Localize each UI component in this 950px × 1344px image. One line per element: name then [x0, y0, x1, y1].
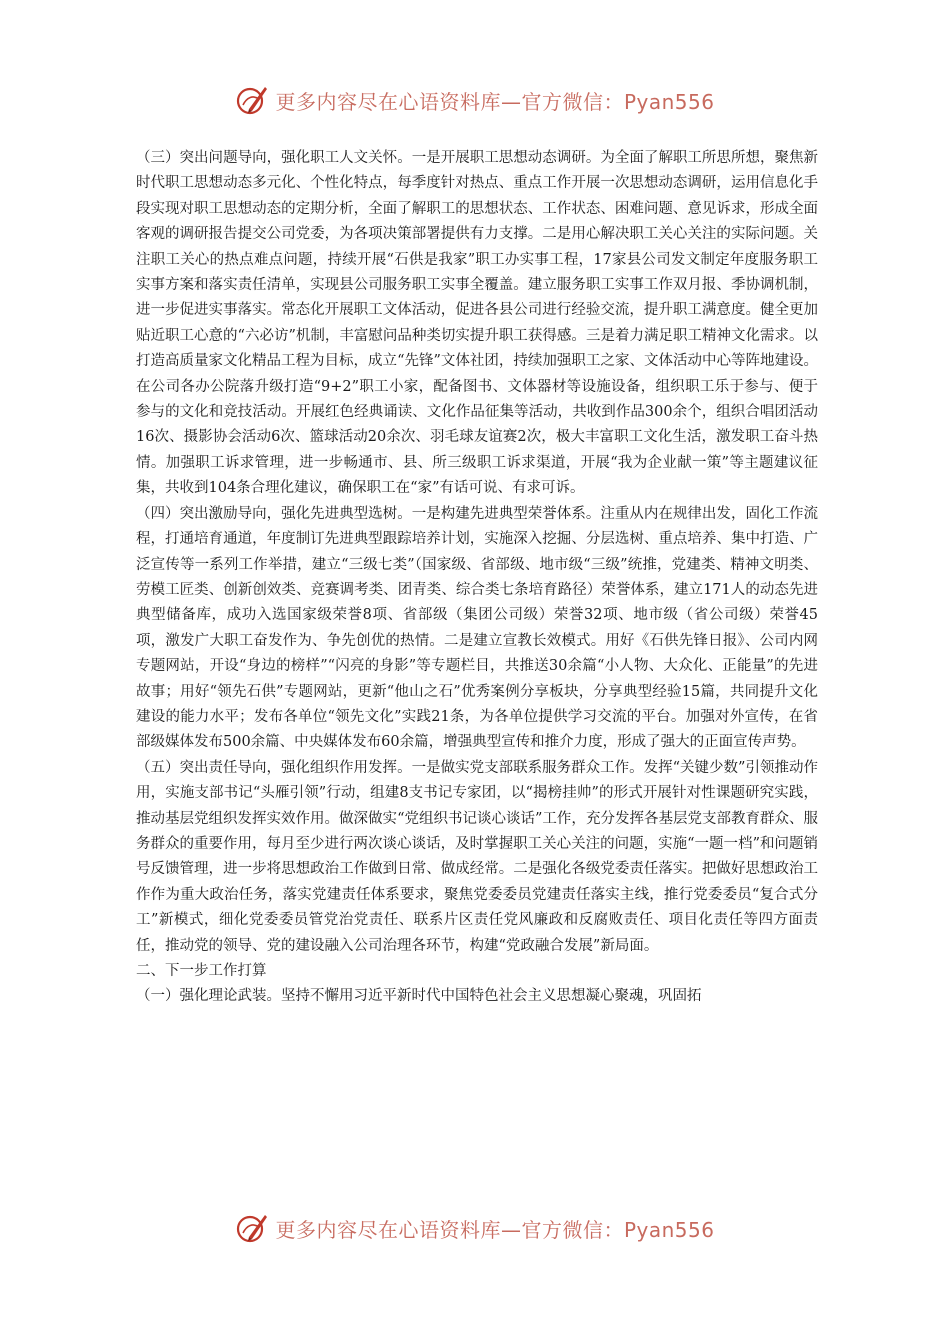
paragraph-section-4: （四）突出激励导向，强化先进典型选树。一是构建先进典型荣誉体系。注重从内在规律出发，固化工作流程，打通培育通道，年度制订先进典型跟踪培养计划，实施深入挖掘、分层选树、重点培养、集中打造、广泛宣传等一系列工作举措，建立“三级七类”（国家级、省部级、地市级“三级”统推，党建类、精神文明类、劳模工匠类、创新创效类、竞赛调考类、团青类、综合类七条培育路径）荣誉体系，建立171人的动态先进典型储备库，成功入选国家级荣誉8项、省部级（集团公司级）荣誉32项、地市级（省公司级）荣誉45项，激发广大职工奋发作为、争先创优的热情。二是建立宣教长效模式。用好《石供先锋日报》、公司内网专题网站，开设“身边的榜样”“闪亮的身影”等专题栏目，共推送30余篇“小人物、大众化、正能量”的先进故事；用好“领先石供”专题网站，更新“他山之石”优秀案例分享板块，分享典型经验15篇，共同提升文化建设的能力水平；发布各单位“领先文化”实践21条，为各单位提供学习交流的平台。加强对外宣传，在省部级媒体发布500余篇、中央媒体发布60余篇，增强典型宣传和推介力度，形成了强大的正面宣传声势。 — [136, 505, 818, 751]
header-banner-text: 更多内容尽在心语资料库—官方微信：Pyan556 — [275, 89, 715, 114]
pen-logo-icon — [235, 1211, 269, 1245]
pen-logo-icon — [235, 83, 269, 117]
paragraph-section-3: （三）突出问题导向，强化职工人文关怀。一是开展职工思想动态调研。为全面了解职工所思所想，聚焦新时代职工思想动态多元化、个性化特点，每季度针对热点、重点工作开展一次思想动态调研，运用信息化手段实现对职工思想动态的定期分析，全面了解职工的思想状态、工作状态、困难问题、意见诉求，形成全面客观的调研报告提交公司党委，为各项决策部署提供有力支撑。二是用心解决职工关心关注的实际问题。关注职工关心的热点难点问题，持续开展“石供是我家”职工办实事工程，17家县公司发文制定年度服务职工实事方案和落实责任清单，实现县公司服务职工实事全覆盖。建立服务职工实事工作双月报、季协调机制，进一步促进实事落实。常态化开展职工文体活动，促进各县公司进行经验交流，提升职工满意度。健全更加贴近职工心意的“六必访”机制，丰富慰问品种类切实提升职工获得感。三是着力满足职工精神文化需求。以打造高质量家文化精品工程为目标，成立“先锋”文体社团，持续加强职工之家、文体活动中心等阵地建设。在公司各办公院落升级打造“9+2”职工小家，配备图书、文体器材等设施设备，组织职工乐于参与、便于参与的文化和竞技活动。开展红色经典诵读、文化作品征集等活动，共收到作品300余个，组织合唱团活动16次、摄影协会活动6次、篮球活动20余次、羽毛球友谊赛2次，极大丰富职工文化生活，激发职工奋斗热情。加强职工诉求管理，进一步畅通市、县、所三级职工诉求渠道，开展“我为企业献一策”等主题建议征集，共收到104条合理化建议，确保职工在“家”有话可说、有求可诉。 — [136, 150, 818, 497]
section-heading-next-steps: 二、下一步工作打算 — [136, 963, 267, 979]
paragraph-next-1: （一）强化理论武装。坚持不懈用习近平新时代中国特色社会主义思想凝心聚魂，巩固拓 — [136, 988, 702, 1005]
header-banner — [0, 80, 950, 120]
footer-banner — [0, 1208, 950, 1248]
paragraph-section-5: （五）突出责任导向，强化组织作用发挥。一是做实党支部联系服务群众工作。发挥“关键少数”引领推动作用，实施支部书记“头雁引领”行动，组建8支书记专家团，以“揭榜挂帅”的形式开展针对性课题研究实践，推动基层党组织发挥实效作用。做深做实“党组织书记谈心谈话”工作，充分发挥各基层党支部教育群众、服务群众的重要作用，每月至少进行两次谈心谈话，及时掌握职工关心关注的问题，实施“一题一档”和问题销号反馈管理，进一步将思想政治工作做到日常、做成经常。二是强化各级党委责任落实。把做好思想政治工作作为重大政治任务，落实党建责任体系要求，聚焦党委委员党建责任落实主线，推行党委委员“复合式分工”新模式，细化党委委员管党治党责任、联系片区责任党风廉政和反腐败责任、项目化责任等四方面责任，推动党的领导、党的建设融入公司治理各环节，构建“党政融合发展”新局面。 — [136, 759, 818, 954]
document-body — [136, 146, 818, 1010]
footer-banner-text: 更多内容尽在心语资料库—官方微信：Pyan556 — [275, 1217, 715, 1242]
